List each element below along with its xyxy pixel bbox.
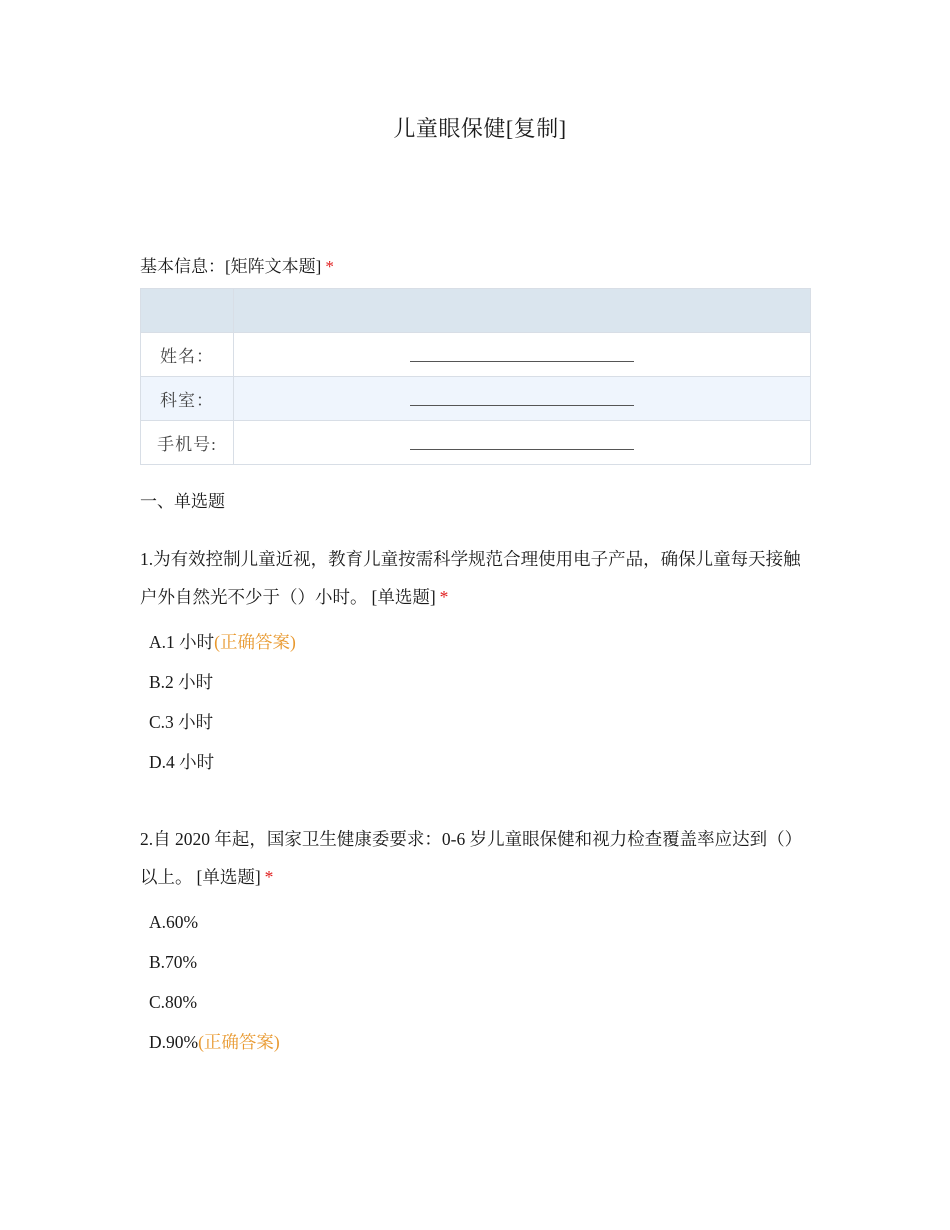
option-text: C.80% (149, 992, 198, 1012)
question-type: [单选题] (371, 587, 436, 607)
correct-answer-label: (正确答案) (214, 632, 296, 652)
basic-info-matrix (140, 288, 811, 465)
question-2-options (149, 902, 280, 1062)
matrix-row-label: 手机号: (141, 421, 234, 465)
matrix-row-department (141, 377, 811, 421)
option-a[interactable] (149, 902, 280, 942)
option-text: B.70% (149, 952, 198, 972)
department-input-cell[interactable] (234, 377, 811, 421)
required-mark: * (325, 257, 334, 276)
option-b[interactable] (149, 942, 280, 982)
matrix-row-name (141, 333, 811, 377)
matrix-row-label: 姓名： (141, 333, 234, 377)
option-d[interactable] (149, 1022, 280, 1062)
correct-answer-label: (正确答案) (198, 1032, 280, 1052)
matrix-header-field-cell (234, 289, 811, 333)
phone-blank-line[interactable] (410, 435, 634, 450)
question-type: [单选题] (196, 867, 261, 887)
basic-info-label-text: 基本信息：[矩阵文本题] (140, 257, 322, 276)
question-1 (140, 540, 812, 616)
name-blank-line[interactable] (410, 347, 634, 362)
matrix-row-label: 科室： (141, 377, 234, 421)
option-c[interactable] (149, 702, 296, 742)
matrix-row-phone (141, 421, 811, 465)
section-heading: 一、单选题 (140, 492, 225, 511)
option-a[interactable] (149, 622, 296, 662)
question-text: 1.为有效控制儿童近视，教育儿童按需科学规范合理使用电子产品，确保儿童每天接触户外自然光不少于（）小时。 (140, 549, 801, 607)
option-text: D.90% (149, 1032, 199, 1052)
question-text: 2.自 2020 年起，国家卫生健康委要求：0-6 岁儿童眼保健和视力检查覆盖率应达到（）以上。 (140, 829, 803, 887)
option-text: A.60% (149, 912, 199, 932)
option-d[interactable] (149, 742, 296, 782)
department-blank-line[interactable] (410, 391, 634, 406)
name-input-cell[interactable] (234, 333, 811, 377)
question-1-options (149, 622, 296, 782)
matrix-header-row (141, 289, 811, 333)
option-text: A.1 小时 (149, 632, 215, 652)
basic-info-label (140, 252, 334, 277)
matrix-header-label-cell (141, 289, 234, 333)
option-b[interactable] (149, 662, 296, 702)
question-2 (140, 820, 812, 896)
option-text: B.2 小时 (149, 672, 214, 692)
option-text: C.3 小时 (149, 712, 214, 732)
phone-input-cell[interactable] (234, 421, 811, 465)
required-mark: * (439, 587, 449, 607)
page-title: 儿童眼保健[复制] (393, 116, 567, 141)
option-c[interactable] (149, 982, 280, 1022)
option-text: D.4 小时 (149, 752, 215, 772)
required-mark: * (264, 867, 274, 887)
